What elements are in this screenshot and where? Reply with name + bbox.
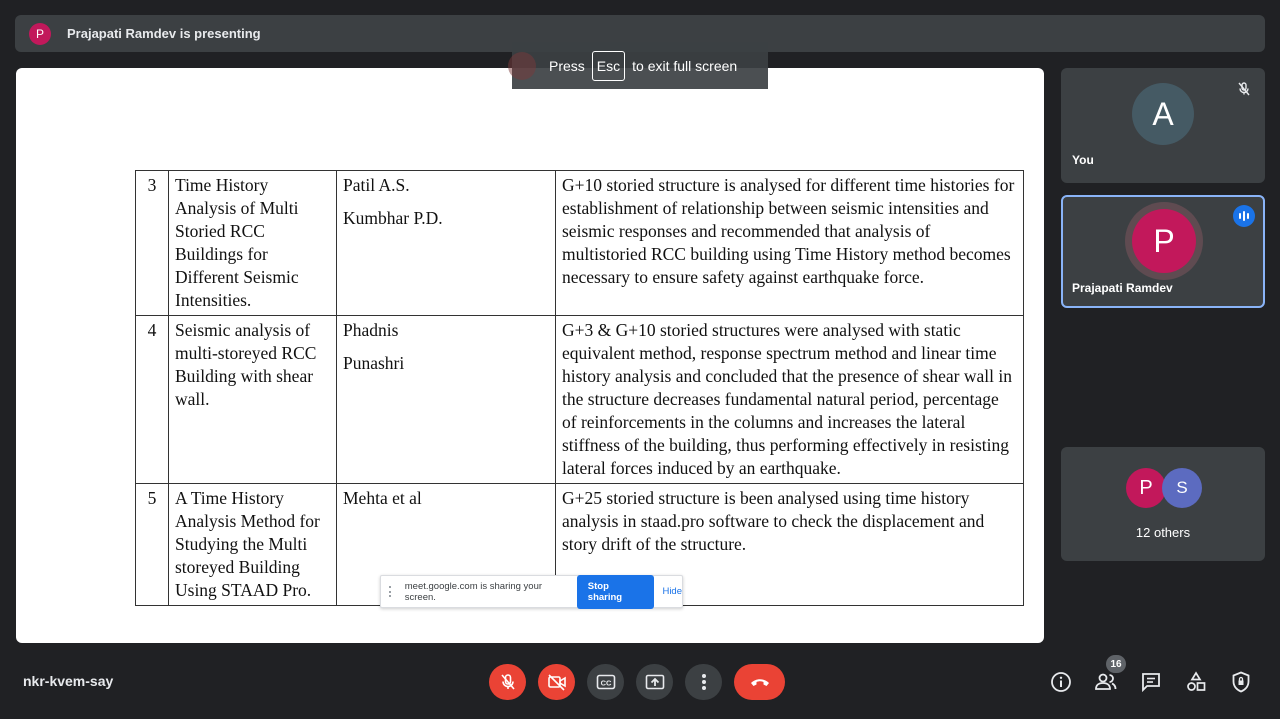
press-text: Press [549,57,585,74]
activities-button[interactable] [1183,669,1209,695]
presenter-tile-name: Prajapati Ramdev [1072,281,1173,295]
row-number: 5 [136,484,169,606]
info-icon [1050,671,1072,693]
present-screen-icon [645,674,665,690]
self-name: You [1072,153,1094,167]
others-tile[interactable] [1061,447,1265,561]
captions-icon [596,674,616,690]
svg-text:CC: CC [600,678,611,688]
captions-button[interactable] [587,664,624,700]
drag-handle-icon[interactable] [389,586,397,597]
author: Kumbhar P.D. [343,208,443,228]
mic-toggle-button[interactable] [489,664,526,700]
hang-up-icon [749,676,771,688]
more-vert-icon [701,673,707,691]
author: Patil A.S. [343,175,410,195]
row-number: 3 [136,171,169,316]
paper-title: A Time History Analysis Method for Studying the Multi storeyed Building Using STAAD Pro. [169,484,337,606]
presenter-avatar: P [29,23,51,45]
people-count-badge: 16 [1106,655,1126,673]
paper-summary: G+3 & G+10 storied structures were analysed with static equivalent method, response spectrum method and linear time history analysis and concluded that the presence of shear wall in the structure decreases fundamental natural period, percentage of reinforcements in the columns and increases the lateral stiffness of the building, thus performing effectively in resisting lateral forces induced by an earthquake. [556,316,1024,484]
table-row [136,316,1024,484]
esc-key: Esc [592,51,625,81]
other-avatar: P [1126,468,1166,508]
paper-title: Time History Analysis of Multi Storied RCC Buildings for Different Seismic Intensities. [169,171,337,316]
row-number: 4 [136,316,169,484]
camera-toggle-button[interactable] [538,664,575,700]
hide-sharing-bar-button[interactable]: Hide [662,586,682,597]
presenter-hint-icon [508,52,536,80]
fullscreen-exit-tip [512,42,768,89]
presenting-label: Prajapati Ramdev is presenting [67,26,261,41]
chat-icon [1140,671,1162,693]
self-avatar: A [1132,83,1194,145]
mic-off-icon [499,673,517,691]
host-controls-button[interactable] [1228,669,1254,695]
others-count-label: 12 others [1135,525,1191,540]
mic-off-icon [1233,78,1255,100]
paper-summary: G+25 storied structure is been analysed using time history analysis in staad.pro software to check the displacement and story drift of the structure. [556,484,1024,606]
literature-table [135,170,1024,606]
other-avatar: S [1162,468,1202,508]
self-tile[interactable] [1061,68,1265,183]
activities-icon [1185,671,1207,693]
people-icon [1094,672,1118,692]
screen-sharing-bar [380,575,683,608]
camera-off-icon [547,673,567,691]
paper-summary: G+10 storied structure is analysed for different time histories for establishment of relationship between seismic intensities and seismic responses and recommended that analysis of multistoried RCC building using Time History method becomes necessary to ensure safety against earthquake force. [556,171,1024,316]
paper-authors [337,171,556,316]
paper-title: Seismic analysis of multi-storeyed RCC Building with shear wall. [169,316,337,484]
presenter-tile[interactable] [1061,195,1265,308]
exit-fullscreen-text: to exit full screen [632,57,738,74]
author: Mehta et al [343,488,422,508]
stop-sharing-button[interactable]: Stop sharing [577,575,655,609]
shared-screen [16,68,1044,643]
shield-lock-icon [1231,671,1251,693]
author: Phadnis [343,320,399,340]
paper-authors [337,316,556,484]
present-screen-button[interactable] [636,664,673,700]
chat-button[interactable] [1138,669,1164,695]
author: Punashri [343,353,405,373]
meeting-details-button[interactable] [1048,669,1074,695]
meeting-code: nkr-kvem-say [23,673,114,689]
leave-call-button[interactable] [734,664,785,700]
table-row [136,171,1024,316]
presenter-tile-avatar: P [1132,209,1196,273]
more-options-button[interactable] [685,664,722,700]
speaking-indicator-icon [1233,205,1255,227]
sharing-message: meet.google.com is sharing your screen. [404,580,543,603]
